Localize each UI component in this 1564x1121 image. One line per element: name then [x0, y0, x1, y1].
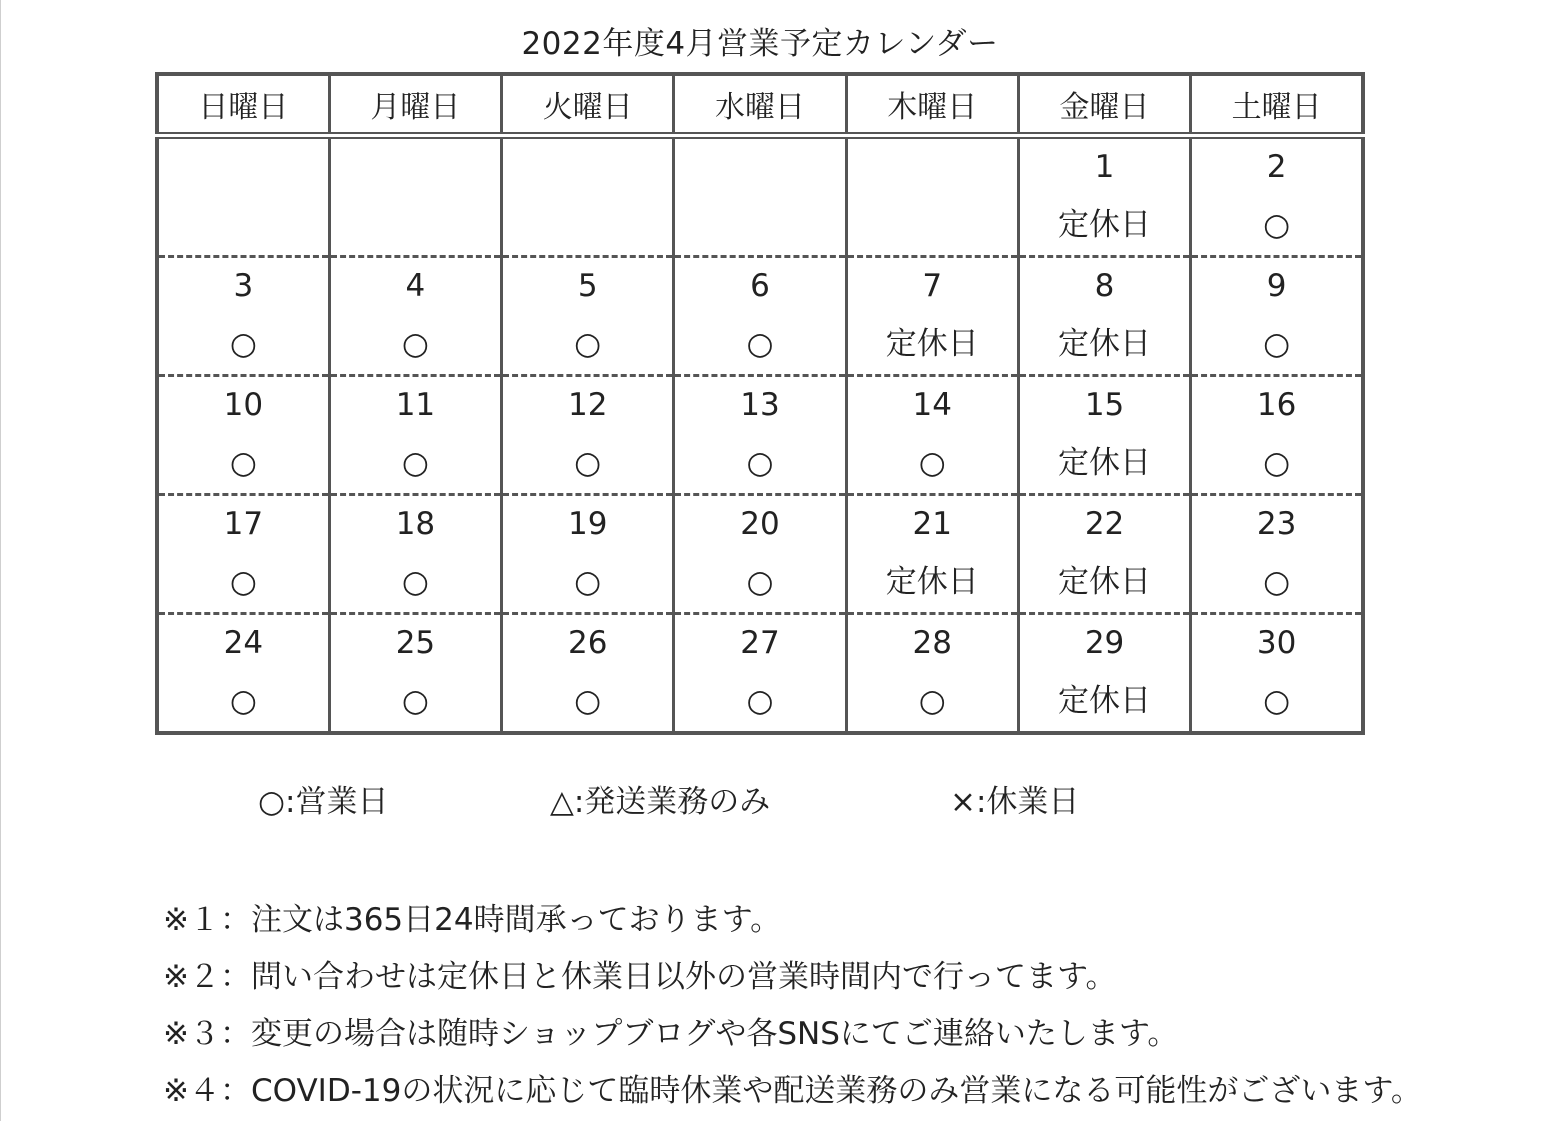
day-number: 14: [912, 387, 952, 423]
day-cell: [846, 257, 1018, 376]
day-number: 2: [1266, 149, 1287, 185]
day-number: 26: [567, 625, 608, 661]
day-status: ○: [574, 326, 602, 362]
day-number: 7: [922, 268, 943, 304]
day-cell: [502, 495, 674, 614]
day-status: ○: [1263, 445, 1291, 481]
day-status: ○: [574, 564, 602, 600]
day-status: 定休日: [1058, 326, 1152, 362]
day-cell: [846, 495, 1018, 614]
day-cell: [674, 495, 846, 614]
note-4: ※４：COVID-19の状況に応じて臨時休業や配送業務のみ営業になる可能性がございます。: [163, 1073, 1422, 1109]
day-status: ○: [229, 564, 257, 600]
day-status: ○: [401, 564, 429, 600]
day-number: 18: [395, 506, 436, 542]
day-number: 17: [223, 506, 264, 542]
day-cell: [1191, 495, 1363, 614]
day-status: ○: [401, 445, 429, 481]
day-cell: [157, 136, 329, 257]
calendar-table: [155, 72, 1365, 735]
day-number: 10: [223, 387, 264, 423]
day-number: 3: [233, 268, 254, 304]
day-number: 5: [577, 268, 598, 304]
legend-open: ○:営業日: [258, 784, 389, 820]
day-cell: [329, 136, 501, 257]
day-cell: [1191, 257, 1363, 376]
day-cell: [502, 376, 674, 495]
day-status: 定休日: [885, 564, 979, 600]
day-number: 21: [912, 506, 952, 542]
day-cell: [846, 376, 1018, 495]
day-status: ○: [401, 683, 429, 719]
week-row: [157, 495, 1363, 614]
day-number: 8: [1094, 268, 1115, 304]
day-cell: [157, 257, 329, 376]
weekday-header-saturday: 土曜日: [1191, 74, 1363, 136]
day-cell: [502, 257, 674, 376]
day-cell: [1191, 614, 1363, 734]
day-status: 定休日: [1058, 683, 1152, 719]
weekday-header-tuesday: 火曜日: [502, 74, 674, 136]
day-number: 29: [1084, 625, 1125, 661]
day-cell: [1191, 376, 1363, 495]
legend-closed: ×:休業日: [950, 784, 1080, 820]
day-number: 30: [1256, 625, 1297, 661]
day-number: 15: [1084, 387, 1125, 423]
day-number: 1: [1094, 149, 1115, 185]
day-status: ○: [574, 445, 602, 481]
day-cell: [502, 136, 674, 257]
day-status: ○: [918, 445, 946, 481]
day-cell: [157, 495, 329, 614]
day-number: 27: [740, 625, 780, 661]
day-status: 定休日: [1058, 445, 1152, 481]
day-status: ○: [229, 445, 257, 481]
weekday-header-row: [157, 74, 1363, 136]
day-cell: [502, 614, 674, 734]
day-status: 定休日: [1058, 207, 1152, 243]
day-number: 23: [1256, 506, 1297, 542]
week-row: [157, 614, 1363, 734]
day-cell: [846, 614, 1018, 734]
day-cell: [1018, 257, 1190, 376]
weekday-header-thursday: 木曜日: [846, 74, 1018, 136]
page-edge-line: [0, 0, 1, 1121]
day-status: ○: [574, 683, 602, 719]
note-1: ※１：注文は365日24時間承っております。: [163, 902, 782, 938]
day-cell: [846, 136, 1018, 257]
day-cell: [674, 614, 846, 734]
day-cell: [329, 495, 501, 614]
day-status: ○: [746, 445, 774, 481]
day-status: ○: [229, 683, 257, 719]
day-cell: [1018, 614, 1190, 734]
day-status: ○: [746, 683, 774, 719]
week-row: [157, 257, 1363, 376]
day-status: ○: [1263, 207, 1291, 243]
day-cell: [674, 257, 846, 376]
day-cell: [329, 614, 501, 734]
day-cell: [157, 614, 329, 734]
day-cell: [1018, 495, 1190, 614]
note-2: ※２：問い合わせは定休日と休業日以外の営業時間内で行ってます。: [163, 959, 1117, 995]
week-row: [157, 376, 1363, 495]
day-status: 定休日: [1058, 564, 1152, 600]
day-cell: [674, 376, 846, 495]
calendar-body: [157, 136, 1363, 734]
day-status: ○: [1263, 326, 1291, 362]
day-number: 12: [567, 387, 608, 423]
legend-shipping-only: △:発送業務のみ: [550, 784, 771, 820]
day-number: 28: [912, 625, 952, 661]
day-number: 19: [567, 506, 608, 542]
day-status: ○: [1263, 683, 1291, 719]
note-3: ※３：変更の場合は随時ショップブログや各SNSにてご連絡いたします。: [163, 1016, 1179, 1052]
day-status: 定休日: [885, 326, 979, 362]
day-cell: [1191, 136, 1363, 257]
page-title: 2022年度4月営業予定カレンダー: [521, 26, 999, 62]
day-cell: [157, 376, 329, 495]
day-number: 25: [395, 625, 436, 661]
day-number: 13: [740, 387, 780, 423]
day-cell: [329, 257, 501, 376]
day-number: 24: [223, 625, 264, 661]
day-number: 11: [395, 387, 436, 423]
day-number: 9: [1266, 268, 1287, 304]
weekday-header-friday: 金曜日: [1018, 74, 1190, 136]
day-status: ○: [918, 683, 946, 719]
day-number: 22: [1084, 506, 1125, 542]
weekday-header-sunday: 日曜日: [157, 74, 329, 136]
day-status: ○: [746, 326, 774, 362]
day-status: ○: [1263, 564, 1291, 600]
day-cell: [674, 136, 846, 257]
day-status: ○: [229, 326, 257, 362]
day-number: 6: [750, 268, 770, 304]
day-cell: [329, 376, 501, 495]
weekday-header-wednesday: 水曜日: [674, 74, 846, 136]
day-cell: [1018, 136, 1190, 257]
day-number: 16: [1256, 387, 1297, 423]
day-status: ○: [401, 326, 429, 362]
day-cell: [1018, 376, 1190, 495]
day-status: ○: [746, 564, 774, 600]
week-row: [157, 136, 1363, 257]
weekday-header-monday: 月曜日: [329, 74, 501, 136]
day-number: 20: [740, 506, 780, 542]
day-number: 4: [405, 268, 426, 304]
